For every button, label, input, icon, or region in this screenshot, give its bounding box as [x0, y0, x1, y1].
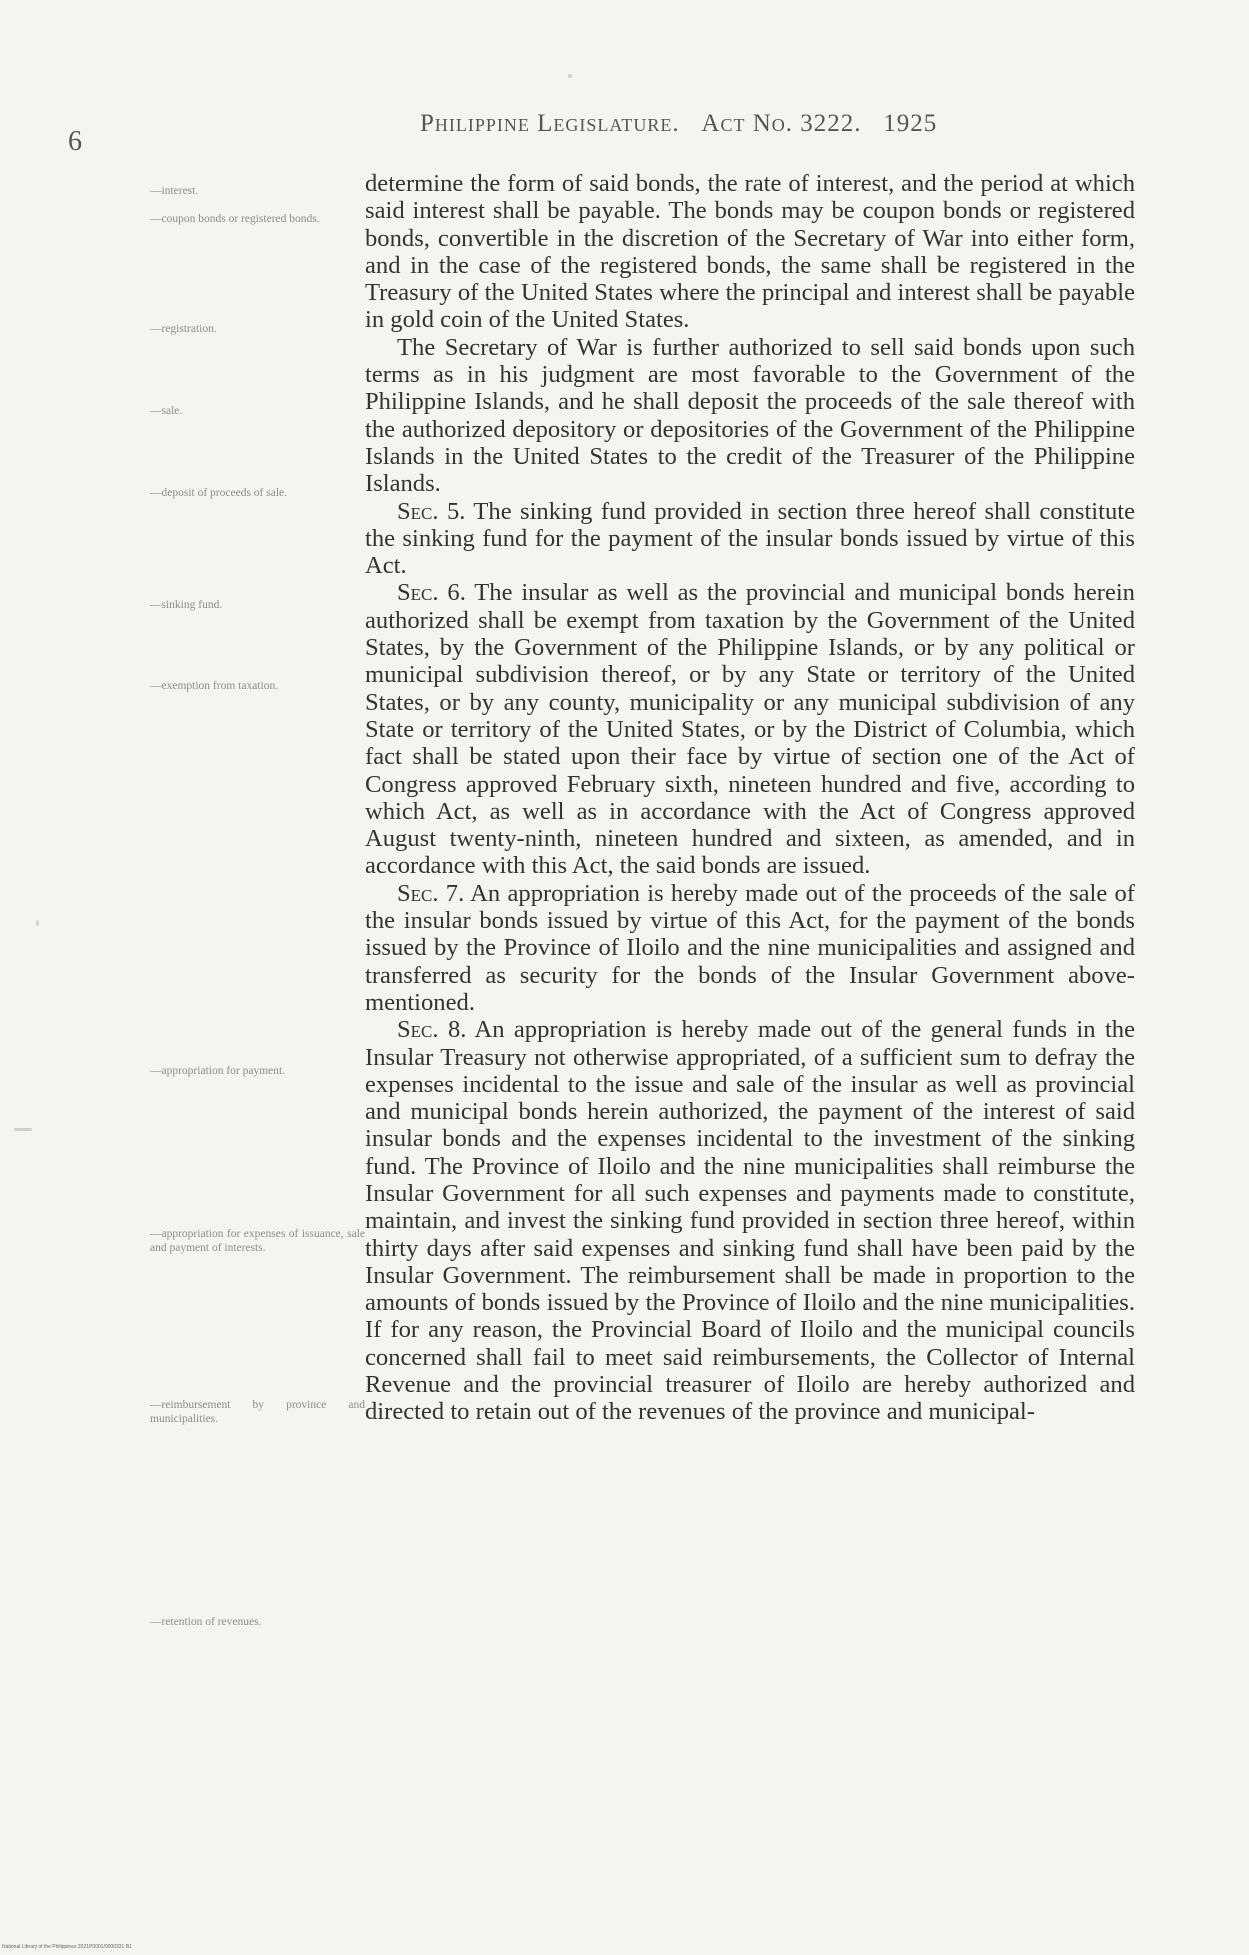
body-text [365, 170, 1135, 1426]
running-head [420, 110, 937, 138]
margin-note-interest: —interest. [150, 185, 199, 197]
paper-speck [568, 74, 572, 78]
scan-footer: National Library of the Philippines 2021P0001/0000331 B1 [2, 1944, 132, 1950]
section-label: Sec. 6. [397, 579, 466, 607]
paragraph-sec-6: Sec. 6. The insular as well as the provincial and municipal bonds herein authorized shall be exempt from taxation by the Government of the United States, by the Government of the Philippine Islands, or by any political or municipal subdivision thereof, or by any State or territory of the United States, or by any county, municipality or any municipal subdivision of any State or territory of the United States, or by the District of Columbia, which fact shall be stated upon their face by virtue of section one of the Act of Congress approved February sixth, nineteen hundred and five, according to which Act, as well as in accordance with the Act of Congress approved August twenty-ninth, nineteen hundred and sixteen, as amended, and in accordance with this Act, the said bonds are issued. [365, 579, 1135, 880]
margin-note-reimbursement: —reimbursement by province and municipalities. [150, 1399, 365, 1425]
margin-note-exemption: —exemption from taxation. [150, 680, 279, 692]
section-label: Sec. 8. [397, 1016, 467, 1044]
running-head-act: Act No. 3222. [701, 110, 862, 137]
paragraph-bond-form: determine the form of said bonds, the rate of interest, and the period at which said interest shall be payable. The bonds may be coupon bonds or registered bonds, convertible in the discretion of the Secretary of War into either form, and in the case of the registered bonds, the same shall be registered in the Treasury of the United States where the principal and interest shall be payable in gold coin of the United States. [365, 170, 1135, 334]
section-label: Sec. 7. [397, 879, 465, 907]
running-head-year: 1925 [883, 110, 938, 137]
paper-speck [36, 920, 39, 926]
margin-note-appropriation-payment: —appropriation for payment. [150, 1065, 286, 1077]
margin-note-sinking-fund: —sinking fund. [150, 599, 223, 611]
paragraph-sale: The Secretary of War is further authorized to sell said bonds upon such terms as in his judgment are most favorable to the Government of the Philippine Islands, and he shall deposit the proceeds of the sale thereof with the authorized depository or depositories of the Government of the Philippine Islands in the United States to the credit of the Treasurer of the Philippine Islands. [365, 333, 1135, 498]
margin-note-coupon-bonds: —coupon bonds or registered bonds. [150, 213, 320, 225]
margin-note-retention: —retention of revenues. [150, 1616, 262, 1628]
paragraph-sec-8: Sec. 8. An appropriation is hereby made out of the general funds in the Insular Treasury not otherwise appropriated, of a sufficient sum to defray the expenses incidental to the issue and sale of the insular as well as provincial and municipal bonds herein authorized, the payment of the interest of said insular bonds and the expenses incidental to the investment of the sinking fund. The Province of Iloilo and the nine municipalities shall reimburse the Insular Government for all such expenses and payments made to constitute, maintain, and invest the sinking fund provided in section three hereof, within thirty days after said expenses and sinking fund shall have been paid by the Insular Government. The reimbursement shall be made in proportion to the amounts of bonds issued by the Province of Iloilo and the nine municipalities. If for any reason, the Provincial Board of Iloilo and the municipal councils concerned shall fail to meet said reimbursements, the Collector of Internal Revenue and the provincial treasurer of Iloilo are hereby authorized and directed to retain out of the revenues of the province and municipal- [365, 1016, 1135, 1426]
paper-speck [14, 1128, 32, 1131]
running-head-title: Philippine Legislature. [420, 110, 680, 137]
margin-note-sale: —sale. [150, 405, 183, 417]
paragraph-sec-5: Sec. 5. The sinking fund provided in section three hereof shall constitute the sinking fund for the payment of the insular bonds issued by virtue of this Act. [365, 497, 1135, 580]
margin-note-registration: —registration. [150, 323, 217, 335]
margin-note-appropriation-expenses: —appropriation for expenses of issuance, sale and payment of interests. [150, 1228, 365, 1254]
page-number: 6 [68, 126, 82, 157]
section-label: Sec. 5. [397, 497, 466, 525]
margin-note-deposit: —deposit of proceeds of sale. [150, 487, 288, 499]
paragraph-sec-7: Sec. 7. An appropriation is hereby made out of the proceeds of the sale of the insular bonds issued by virtue of this Act, for the payment of the bonds issued by the Province of Iloilo and the nine municipalities and assigned and transferred as security for the bonds of the Insular Government above-mentioned. [365, 879, 1135, 1016]
